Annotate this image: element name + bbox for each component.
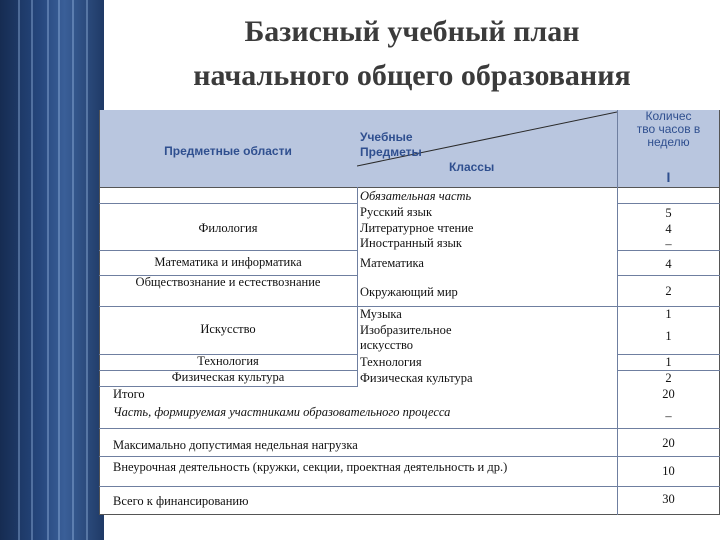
area-philology: Филология — [198, 221, 258, 235]
hours-extracurricular: 10 — [662, 464, 675, 478]
hours-reading: 4 — [665, 222, 672, 236]
hours-formed: – — [665, 409, 672, 423]
area-art: Искусство — [200, 322, 256, 336]
area-technology: Технология — [197, 354, 259, 368]
hours-financing: 30 — [662, 492, 675, 506]
header-classes: Классы — [449, 160, 495, 174]
subject-music: Музыка — [360, 307, 402, 321]
subject-math: Математика — [360, 256, 424, 270]
hours-foreign: – — [665, 237, 672, 251]
decorative-sidebar — [0, 0, 104, 540]
area-social-science: Обществознание и естествознание — [135, 275, 321, 289]
subject-technology: Технология — [360, 355, 422, 369]
header-hours: Количес тво часов в неделю — [636, 110, 701, 149]
max-load-label: Максимально допустимая недельная нагрузка — [113, 438, 358, 452]
area-math: Математика и информатика — [154, 255, 302, 269]
hours-music: 1 — [665, 307, 672, 321]
hours-total: 20 — [662, 387, 675, 401]
curriculum-table — [99, 110, 720, 515]
subject-russian: Русский язык — [360, 205, 433, 219]
page-title — [104, 10, 720, 98]
hours-max-load: 20 — [662, 436, 675, 450]
subject-world: Окружающий мир — [360, 285, 458, 299]
formed-part-label: Часть, формируемая участниками образовательного процесса — [113, 405, 451, 419]
title-line-1: Базисный учебный план — [244, 15, 580, 48]
hours-world: 2 — [665, 284, 672, 298]
mandatory-part-label: Обязательная часть — [360, 189, 472, 203]
subject-foreign: Иностранный язык — [360, 236, 462, 250]
subject-pe: Физическая культура — [360, 371, 473, 385]
header-grade: I — [666, 170, 671, 185]
area-pe: Физическая культура — [171, 370, 285, 384]
hours-math: 4 — [665, 257, 672, 271]
hours-russian: 5 — [665, 206, 672, 220]
header-areas: Предметные области — [164, 144, 292, 158]
financing-label: Всего к финансированию — [113, 494, 249, 508]
subject-fine-art: Изобразительное искусство — [360, 323, 452, 352]
total-label: Итого — [113, 387, 145, 401]
hours-fine-art: 1 — [665, 329, 672, 343]
title-line-2: начального общего образования — [193, 59, 631, 92]
header-subjects: Учебные Предметы — [360, 130, 422, 159]
hours-technology: 1 — [665, 355, 672, 369]
extracurricular-label: Внеурочная деятельность (кружки, секции, проектная деятельность и др.) — [113, 460, 508, 474]
subject-reading: Литературное чтение — [360, 221, 474, 235]
hours-pe: 2 — [665, 371, 672, 385]
